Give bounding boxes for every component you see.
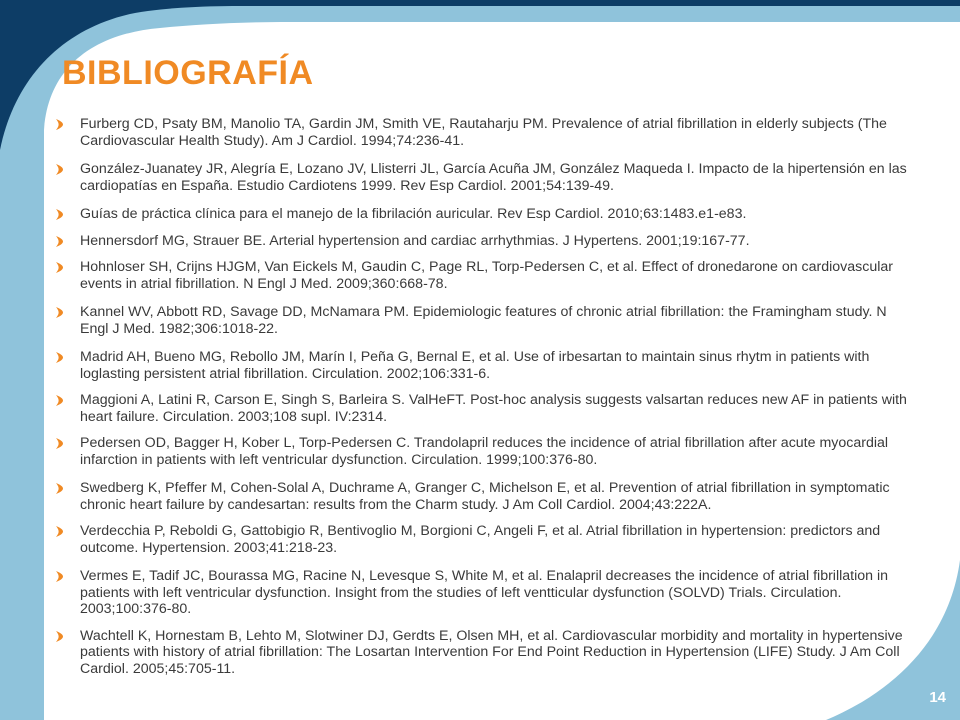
bullet-arrow-icon <box>56 307 63 318</box>
reference-text: Hennersdorf MG, Strauer BE. Arterial hypertension and cardiac arrhythmias. J Hypertens. 2001;19:167-77. <box>80 232 750 249</box>
bullet-arrow-icon <box>56 164 63 175</box>
reference-text: González-Juanatey JR, Alegría E, Lozano JV, Llisterri JL, García Acuña JM, González Maqueda I. Impacto de la hipertensión en las cardiopatías en España. Estudio Cardiotens 1999. Rev Esp Cardiol. 2001;54:139-49. <box>80 161 907 194</box>
page-title: BIBLIOGRAFÍA <box>62 54 314 92</box>
reference-item <box>54 206 916 223</box>
reference-item <box>54 435 916 468</box>
reference-text: Swedberg K, Pfeffer M, Cohen-Solal A, Duchrame A, Granger C, Michelson E, et al. Prevention of atrial fibrillation in symptomatic chronic heart failure by candesartan: results from the Charm study. J Am Coll Cardiol. 2004;43:222A. <box>80 480 890 513</box>
reference-item <box>54 628 916 678</box>
reference-item <box>54 392 916 425</box>
bullet-arrow-icon <box>56 209 63 220</box>
reference-text: Furberg CD, Psaty BM, Manolio TA, Gardin JM, Smith VE, Rautaharju PM. Prevalence of atrial fibrillation in elderly subjects (The Cardiovascular Health Study). Am J Cardiol. 1994;74:236-41. <box>80 116 887 149</box>
bullet-arrow-icon <box>56 438 63 449</box>
reference-list <box>54 116 916 687</box>
bullet-arrow-icon <box>56 631 63 642</box>
reference-text: Kannel WV, Abbott RD, Savage DD, McNamara PM. Epidemiologic features of chronic atrial fibrillation: the Framingham study. N Engl J Med. 1982;306:1018-22. <box>80 304 887 337</box>
reference-item <box>54 568 916 618</box>
bullet-arrow-icon <box>56 262 63 273</box>
bullet-arrow-icon <box>56 119 63 130</box>
reference-item <box>54 116 916 149</box>
reference-item <box>54 259 916 292</box>
reference-text: Vermes E, Tadif JC, Bourassa MG, Racine N, Levesque S, White M, et al. Enalapril decreases the incidence of atrial fibrillation in patients with left ventricular dysfunction. Insight from the studies of left ventticular dysfunction (SOLVD) Trials. Circulation. 2003;100:376-80. <box>80 568 889 617</box>
reference-text: Maggioni A, Latini R, Carson E, Singh S, Barleira S. ValHeFT. Post-hoc analysis suggests valsartan reduces new AF in patients with heart failure. Circulation. 2003;108 supl. IV:2314. <box>80 392 907 425</box>
bullet-arrow-icon <box>56 526 63 537</box>
reference-text: Hohnloser SH, Crijns HJGM, Van Eickels M, Gaudin C, Page RL, Torp-Pedersen C, et al. Effect of dronedarone on cardiovascular events in atrial fibrillation. N Engl J Med. 2009;360:668-78. <box>80 259 894 292</box>
bullet-arrow-icon <box>56 483 63 494</box>
reference-text: Verdecchia P, Reboldi G, Gattobigio R, Bentivoglio M, Borgioni C, Angeli F, et al. Atrial fibrillation in hypertension: predictors and outcome. Hypertension. 2003;41:218-23. <box>80 523 881 556</box>
bullet-arrow-icon <box>56 352 63 363</box>
reference-item <box>54 480 916 513</box>
reference-text: Madrid AH, Bueno MG, Rebollo JM, Marín I, Peña G, Bernal E, et al. Use of irbesartan to maintain sinus rhytm in patients with loglasting persistent atrial fibrillation. Circulation. 2002;106:331-6. <box>80 349 870 382</box>
bullet-arrow-icon <box>56 395 63 406</box>
reference-item <box>54 523 916 556</box>
reference-item <box>54 161 916 194</box>
reference-text: Guías de práctica clínica para el manejo de la fibrilación auricular. Rev Esp Cardiol. 2010;63:1483.e1-e83. <box>80 206 747 222</box>
reference-item <box>54 233 916 250</box>
page-number: 14 <box>929 689 946 706</box>
reference-text: Pedersen OD, Bagger H, Kober L, Torp-Pedersen C. Trandolapril reduces the incidence of atrial fibrillation after acute myocardial infarction in patients with left ventricular dysfunction. Circulation. 1999;100:376-80. <box>80 435 889 468</box>
bullet-arrow-icon <box>56 571 63 582</box>
reference-text: Wachtell K, Hornestam B, Lehto M, Slotwiner DJ, Gerdts E, Olsen MH, et al. Cardiovascular morbidity and mortality in hypertensive patients with history of atrial fibrillation: The Losartan Intervention For End Point Reduction in Hypertension (LIFE) Study. J Am Coll Cardiol. 2005;45:705-11. <box>80 627 903 677</box>
bullet-arrow-icon <box>56 236 63 247</box>
reference-item <box>54 304 916 337</box>
reference-item <box>54 349 916 382</box>
